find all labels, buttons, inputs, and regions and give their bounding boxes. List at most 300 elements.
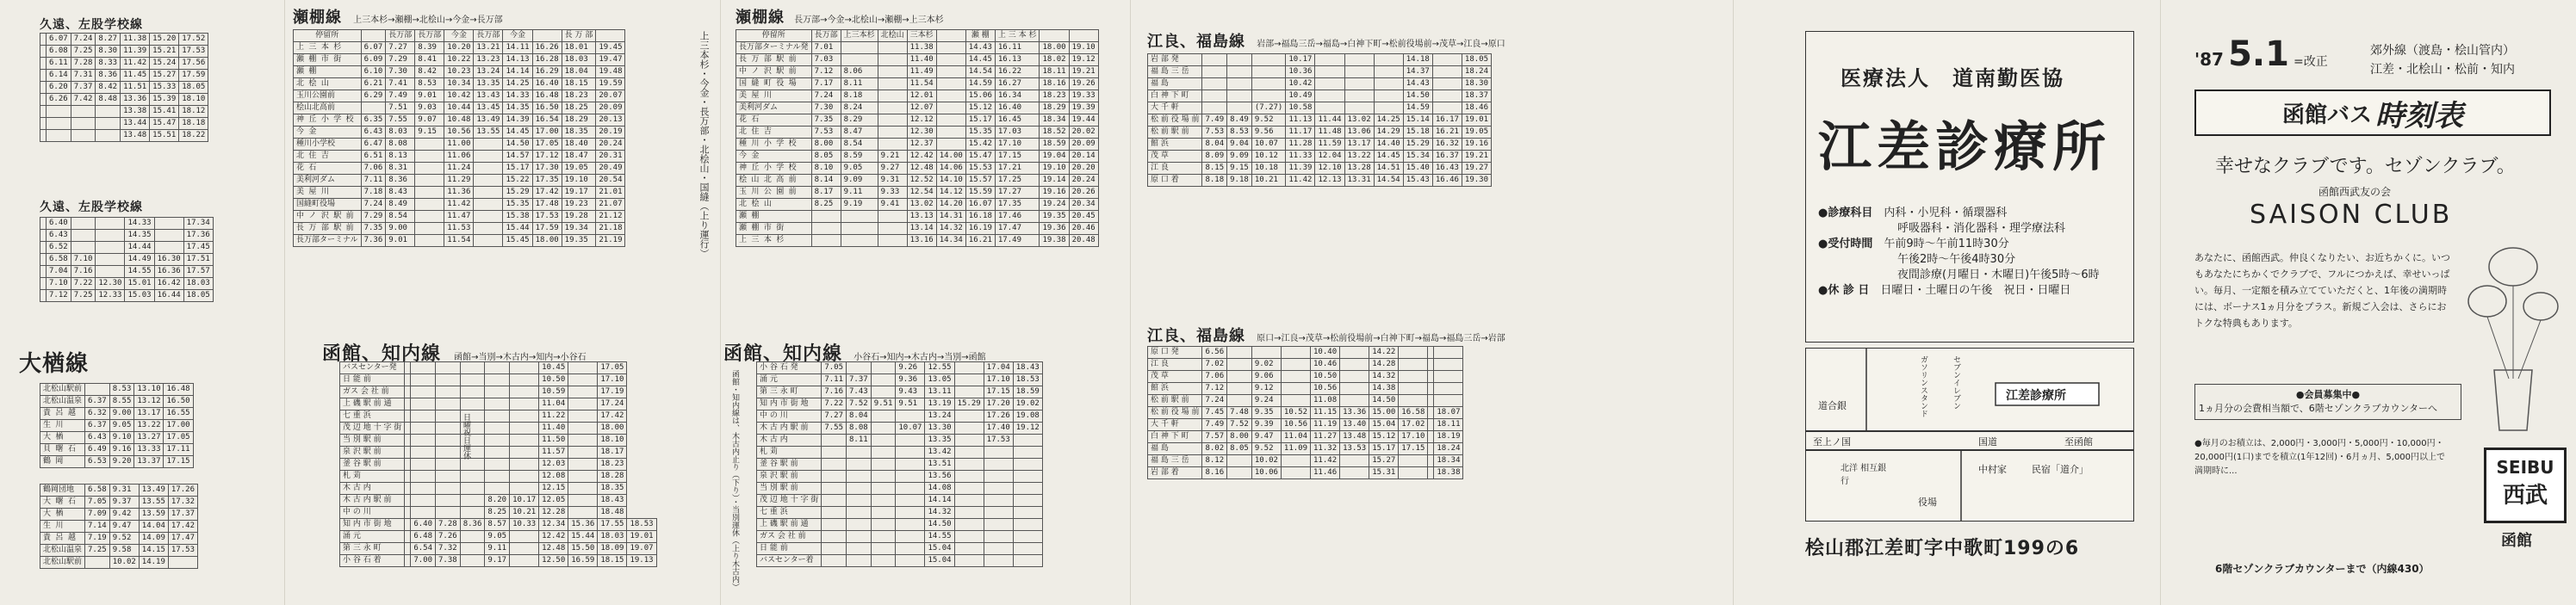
time-cell: 18.09 [598, 543, 627, 555]
map-label-hokuyo: 北洋 相互銀行 [1840, 464, 1887, 486]
time-cell: 15.21 [150, 46, 179, 58]
time-cell [40, 106, 47, 118]
time-cell: 12.13 [1315, 175, 1344, 187]
time-cell: 13.49 [139, 485, 168, 497]
time-cell: 11.08 [1311, 395, 1340, 407]
hours-1: 午前9時〜午前11時30分 [1884, 238, 2009, 250]
time-cell: 中 ノ 沢 駅 前 [294, 211, 362, 223]
clinic-org: 医療法人 道南勤医協 [1840, 66, 2064, 90]
time-cell [1202, 90, 1227, 102]
time-cell: 20.54 [596, 175, 625, 187]
era-line-heading [1147, 29, 1505, 52]
time-cell: 6.48 [411, 531, 436, 543]
time-cell [411, 386, 436, 398]
time-cell [1434, 395, 1463, 407]
time-cell [878, 66, 907, 78]
table-row [40, 420, 194, 432]
time-cell: 美利河ダム [736, 102, 812, 114]
time-cell [415, 151, 444, 163]
time-cell [822, 459, 847, 471]
time-cell: 8.15 [1202, 163, 1227, 175]
time-cell: 14.50 [503, 139, 532, 151]
time-cell: 9.09 [841, 175, 878, 187]
stop-name-cell: 小 谷 石 発 [757, 362, 822, 374]
table-row [294, 78, 625, 90]
time-cell [1013, 483, 1042, 495]
time-cell [40, 70, 47, 82]
time-cell: 15.29 [503, 187, 532, 199]
time-cell: 14.25 [503, 78, 532, 90]
time-cell: 11.39 [1286, 163, 1315, 175]
time-cell: 8.12 [1202, 455, 1227, 467]
dept-label: ●診療科目 [1818, 207, 1873, 219]
time-cell: 13.42 [925, 447, 954, 459]
table-row [757, 519, 1043, 531]
time-cell [936, 54, 965, 66]
shiriuchi-route-up: 小谷石→知内→木古内→当別→函館 [853, 353, 986, 362]
time-cell [1374, 66, 1403, 78]
time-cell [878, 127, 907, 139]
time-cell: 13.02 [907, 199, 936, 211]
time-cell: 10.21 [1251, 175, 1286, 187]
time-cell: 17.25 [995, 175, 1040, 187]
time-cell: 9.31 [878, 175, 907, 187]
time-cell [510, 398, 539, 411]
time-cell: 14.45 [965, 54, 995, 66]
time-cell: 15.12 [965, 102, 995, 114]
time-cell: 19.10 [562, 175, 596, 187]
time-cell: 7.25 [71, 290, 96, 302]
time-cell: 13.05 [925, 374, 954, 386]
time-cell [1344, 66, 1374, 78]
time-cell: 18.05 [183, 290, 213, 302]
time-cell: 7.11 [822, 374, 847, 386]
time-cell [1013, 519, 1042, 531]
time-cell [96, 242, 125, 254]
time-cell: 8.18 [1202, 175, 1227, 187]
time-cell: 16.27 [995, 78, 1040, 90]
time-cell [405, 543, 411, 555]
time-cell [1251, 66, 1286, 78]
time-cell: 11.13 [1286, 114, 1315, 127]
time-cell [1344, 78, 1374, 90]
cover-member-text: 1ヵ月分の会費相当額で、6階セゾンクラブカウンターへ [2199, 403, 2438, 414]
time-cell: 8.53 [1227, 127, 1252, 139]
stop-name-cell: 第 三 永 町 [340, 543, 405, 555]
time-cell [1432, 90, 1462, 102]
time-cell: 9.12 [1251, 383, 1281, 395]
time-cell: 21.01 [596, 187, 625, 199]
time-cell [1315, 102, 1344, 114]
table-row [40, 497, 198, 509]
time-cell: 19.30 [1462, 175, 1491, 187]
time-cell: 15.45 [503, 235, 532, 247]
table-row [40, 266, 214, 278]
kudo-line-title-1: 久遠、左股学校線 [40, 18, 143, 32]
time-cell [841, 235, 878, 247]
era-route-b: 原口→江良→茂草→松前役場前→白神下町→福島→福島三岳→岩部 [1257, 334, 1505, 343]
time-cell: 14.08 [925, 483, 954, 495]
time-cell: 6.53 [85, 456, 110, 468]
cover-slogan: 幸せなクラブです。セゾンクラブ。 [2215, 156, 2516, 177]
time-cell [474, 199, 503, 211]
time-cell: 18.15 [598, 555, 627, 567]
time-cell: 19.38 [1040, 235, 1069, 247]
time-cell [460, 471, 485, 483]
time-cell: 10.20 [444, 42, 474, 54]
table-row [40, 34, 208, 46]
table-row [340, 483, 657, 495]
time-cell: 北 住 吉 [736, 127, 812, 139]
time-cell: 11.42 [1311, 455, 1340, 467]
time-cell: 7.37 [71, 82, 96, 94]
time-cell: 7.05 [822, 362, 847, 374]
table-row [340, 362, 657, 374]
time-cell: 17.10 [598, 374, 627, 386]
time-cell: 6.20 [47, 82, 71, 94]
time-cell: 9.16 [109, 444, 134, 456]
stop-name-cell: 釜 谷 駅 前 [757, 459, 822, 471]
panel-kudo-oonara [0, 0, 284, 605]
time-cell: 16.40 [532, 78, 562, 90]
time-cell: 17.12 [532, 151, 562, 163]
time-cell: 13.36 [121, 94, 150, 106]
time-cell: 15.39 [150, 94, 179, 106]
time-cell: 19.35 [562, 235, 596, 247]
time-cell: 17.37 [168, 509, 197, 521]
stop-name-cell: 茂 辺 地 十 字 街 [340, 423, 405, 435]
time-cell: 9.37 [109, 497, 139, 509]
time-cell: 12.04 [1315, 151, 1344, 163]
time-cell: 10.07 [896, 423, 925, 435]
time-cell: 16.37 [1432, 151, 1462, 163]
setana-line-title: 瀬棚線 [293, 9, 342, 27]
time-cell [40, 82, 47, 94]
time-cell: 15.22 [503, 175, 532, 187]
time-cell: 6.56 [1202, 347, 1227, 359]
time-cell [871, 519, 896, 531]
time-cell [878, 139, 907, 151]
time-cell [415, 199, 444, 211]
time-cell [415, 139, 444, 151]
time-cell [1399, 395, 1428, 407]
time-cell [411, 362, 436, 374]
time-cell: 20.19 [596, 127, 625, 139]
time-cell: 19.12 [1069, 54, 1098, 66]
time-cell: 15.27 [1369, 455, 1399, 467]
time-cell: 18.17 [598, 447, 627, 459]
time-cell [954, 531, 984, 543]
time-cell [460, 495, 485, 507]
time-cell [40, 46, 47, 58]
time-cell: 18.46 [1462, 102, 1491, 114]
time-cell [1428, 407, 1434, 419]
time-cell [822, 507, 847, 519]
time-cell: 6.54 [411, 543, 436, 555]
stop-name-cell: 木 古 内 駅 前 [340, 495, 405, 507]
time-cell: 10.45 [539, 362, 568, 374]
time-cell: 9.51 [896, 398, 925, 411]
time-cell: 13.24 [925, 411, 954, 423]
time-cell: 14.39 [503, 114, 532, 127]
time-cell: 9.15 [415, 127, 444, 139]
time-cell: 8.42 [415, 66, 444, 78]
time-cell: 15.40 [1403, 163, 1432, 175]
time-cell [405, 519, 411, 531]
time-cell: 19.05 [562, 163, 596, 175]
time-cell: 8.29 [841, 114, 878, 127]
time-cell: 16.48 [164, 384, 193, 396]
time-cell: 9.43 [896, 386, 925, 398]
kudo-timetable-1 [40, 33, 208, 142]
time-cell: 14.18 [1403, 54, 1432, 66]
clinic-name: 江差診療所 [1818, 115, 2112, 178]
stop-name-cell: 札 苅 [340, 471, 405, 483]
time-cell [510, 423, 539, 435]
time-cell [984, 483, 1013, 495]
table-header-cell: 長万部 [811, 30, 841, 42]
table-row [294, 235, 625, 247]
cover-date: 5.1 [2228, 34, 2289, 74]
time-cell: 18.00 [598, 423, 627, 435]
time-cell: 10.50 [539, 374, 568, 386]
time-cell: 11.09 [1281, 443, 1310, 455]
time-cell: 18.23 [598, 459, 627, 471]
time-cell: 12.42 [907, 151, 936, 163]
time-cell [568, 483, 598, 495]
table-row [757, 507, 1043, 519]
time-cell: 15.31 [1369, 467, 1399, 479]
time-cell: 16.50 [164, 396, 193, 408]
time-cell [822, 543, 847, 555]
time-cell [436, 507, 461, 519]
table-row [40, 106, 208, 118]
time-cell: 玉 川 公 園 前 [736, 187, 812, 199]
time-cell [1202, 78, 1227, 90]
time-cell [1281, 383, 1310, 395]
time-cell: 11.22 [539, 411, 568, 423]
time-cell [96, 266, 125, 278]
time-cell [411, 483, 436, 495]
time-cell: 7.48 [1227, 407, 1252, 419]
time-cell: 13.19 [925, 398, 954, 411]
time-cell: 6.08 [47, 46, 71, 58]
time-cell: 13.21 [474, 42, 503, 54]
table-row [40, 509, 198, 521]
time-cell [510, 374, 539, 386]
time-cell: 16.48 [532, 90, 562, 102]
table-row [294, 114, 625, 127]
map-label-gas: ガソリンスタンド [1919, 355, 1927, 417]
time-cell [847, 507, 872, 519]
time-cell: 9.36 [896, 374, 925, 386]
time-cell [1281, 467, 1310, 479]
time-cell [40, 118, 47, 130]
time-cell: 8.09 [1202, 151, 1227, 163]
time-cell: 18.18 [179, 118, 208, 130]
time-cell: 12.48 [907, 163, 936, 175]
time-cell: 15.04 [1369, 419, 1399, 431]
stop-name-cell: 茂 草 [1148, 151, 1202, 163]
time-cell: 13.37 [134, 456, 164, 468]
time-cell: 9.17 [485, 555, 510, 567]
table-row [40, 533, 198, 545]
time-cell [485, 386, 510, 398]
time-cell: 7.41 [386, 78, 415, 90]
table-row [1148, 175, 1492, 187]
time-cell [936, 66, 965, 78]
time-cell: 11.42 [121, 58, 150, 70]
time-cell: 7.45 [1202, 407, 1227, 419]
time-cell [460, 543, 485, 555]
time-cell: 14.50 [925, 519, 954, 531]
time-cell: 14.10 [936, 175, 965, 187]
time-cell: 12.50 [539, 555, 568, 567]
stop-name-cell: 福 島 [1148, 443, 1202, 455]
time-cell: 16.13 [995, 54, 1040, 66]
time-cell: 14.00 [936, 151, 965, 163]
time-cell: 16.32 [1432, 139, 1462, 151]
time-cell: 6.40 [411, 519, 436, 531]
time-cell: 8.42 [96, 82, 121, 94]
time-cell: 8.43 [386, 187, 415, 199]
time-cell [405, 411, 411, 423]
table-row [40, 254, 214, 266]
table-row [1148, 151, 1492, 163]
time-cell [40, 58, 47, 70]
time-cell [871, 411, 896, 423]
time-cell: 19.45 [596, 42, 625, 54]
time-cell: 11.28 [1286, 139, 1315, 151]
time-cell: 9.24 [1251, 395, 1281, 407]
time-cell [154, 230, 183, 242]
stop-name-cell: 福 島 三 岳 [1148, 455, 1202, 467]
time-cell [936, 78, 965, 90]
table-row [294, 187, 625, 199]
time-cell [1399, 371, 1428, 383]
stop-name-cell: 江 良 [1148, 163, 1202, 175]
time-cell: 11.36 [444, 187, 474, 199]
time-cell: 15.53 [965, 163, 995, 175]
time-cell [954, 362, 984, 374]
time-cell [822, 555, 847, 567]
stop-name-cell: 知 内 市 街 地 [340, 519, 405, 531]
time-cell [1013, 543, 1042, 555]
table-row [40, 456, 194, 468]
time-cell: 13.55 [139, 497, 168, 509]
time-cell: 17.11 [164, 444, 193, 456]
time-cell: 9.35 [1251, 407, 1281, 419]
table-header-cell [596, 30, 625, 42]
time-cell: 11.24 [444, 163, 474, 175]
time-cell: 11.39 [121, 46, 150, 58]
time-cell [485, 362, 510, 374]
stop-name-cell: 岩 部 着 [1148, 467, 1202, 479]
time-cell [1428, 455, 1434, 467]
time-cell: 15.17 [1369, 443, 1399, 455]
time-cell [460, 374, 485, 386]
time-cell: 17.53 [179, 46, 208, 58]
time-cell [822, 483, 847, 495]
time-cell [1399, 347, 1428, 359]
time-cell: 北松山温泉 [40, 545, 85, 557]
time-cell [871, 483, 896, 495]
time-cell: 15.47 [150, 118, 179, 130]
time-cell: 14.15 [139, 545, 168, 557]
time-cell: 8.05 [811, 151, 841, 163]
time-cell: 14.32 [1369, 371, 1399, 383]
time-cell: 6.11 [47, 58, 71, 70]
stop-name-cell: 涌 元 [340, 531, 405, 543]
time-cell: 大 曙 石 [40, 497, 85, 509]
time-cell: 20.02 [1069, 127, 1098, 139]
era-line-heading-b [1147, 324, 1505, 346]
time-cell: 15.29 [1403, 139, 1432, 151]
time-cell: 8.36 [96, 70, 121, 82]
time-cell: 14.44 [125, 242, 154, 254]
cover-banner-b: 時刻表 [2375, 98, 2463, 133]
time-cell: 16.26 [532, 42, 562, 54]
time-cell [485, 398, 510, 411]
time-cell: 18.07 [1434, 407, 1463, 419]
setana-route-up: 長万部→今金→北桧山→瀬棚→上三本杉 [794, 15, 944, 25]
time-cell [822, 495, 847, 507]
time-cell [415, 223, 444, 235]
time-cell: 11.40 [907, 54, 936, 66]
time-cell: 16.17 [1432, 114, 1462, 127]
table-row [340, 495, 657, 507]
time-cell: 桧山北高前 [294, 102, 362, 114]
time-cell: 7.16 [71, 266, 96, 278]
time-cell: 21.07 [596, 199, 625, 211]
time-cell: 北 桧 山 [736, 199, 812, 211]
time-cell [40, 290, 47, 302]
time-cell [871, 495, 896, 507]
time-cell: 14.59 [965, 78, 995, 90]
time-cell: 16.29 [532, 66, 562, 78]
stop-name-cell: ガス 会 社 前 [340, 386, 405, 398]
time-cell: 9.00 [109, 408, 134, 420]
time-cell: 16.36 [154, 266, 183, 278]
time-cell: 16.34 [995, 90, 1040, 102]
table-row [757, 423, 1043, 435]
time-cell [436, 362, 461, 374]
table-header-cell: 長万部 [386, 30, 415, 42]
time-cell: 19.16 [1462, 139, 1491, 151]
flower-vase-illustration [2461, 241, 2565, 439]
time-cell [871, 374, 896, 386]
time-cell: 17.32 [168, 497, 197, 509]
time-cell: 8.47 [841, 127, 878, 139]
table-row [736, 199, 1099, 211]
time-cell: 7.31 [71, 70, 96, 82]
time-cell [1428, 383, 1434, 395]
time-cell: 10.56 [1311, 383, 1340, 395]
time-cell: 17.15 [164, 456, 193, 468]
time-cell [847, 362, 872, 374]
time-cell: 11.50 [539, 435, 568, 447]
time-cell: 10.49 [1286, 90, 1315, 102]
time-cell: 11.47 [444, 211, 474, 223]
time-cell: 7.16 [822, 386, 847, 398]
table-row [340, 531, 657, 543]
stop-name-cell: 茂 辺 地 十 字 街 [757, 495, 822, 507]
time-cell: 17.47 [168, 533, 197, 545]
time-cell [510, 435, 539, 447]
time-cell: 8.11 [847, 435, 872, 447]
time-cell: 16.45 [995, 114, 1040, 127]
time-cell: 8.41 [415, 54, 444, 66]
